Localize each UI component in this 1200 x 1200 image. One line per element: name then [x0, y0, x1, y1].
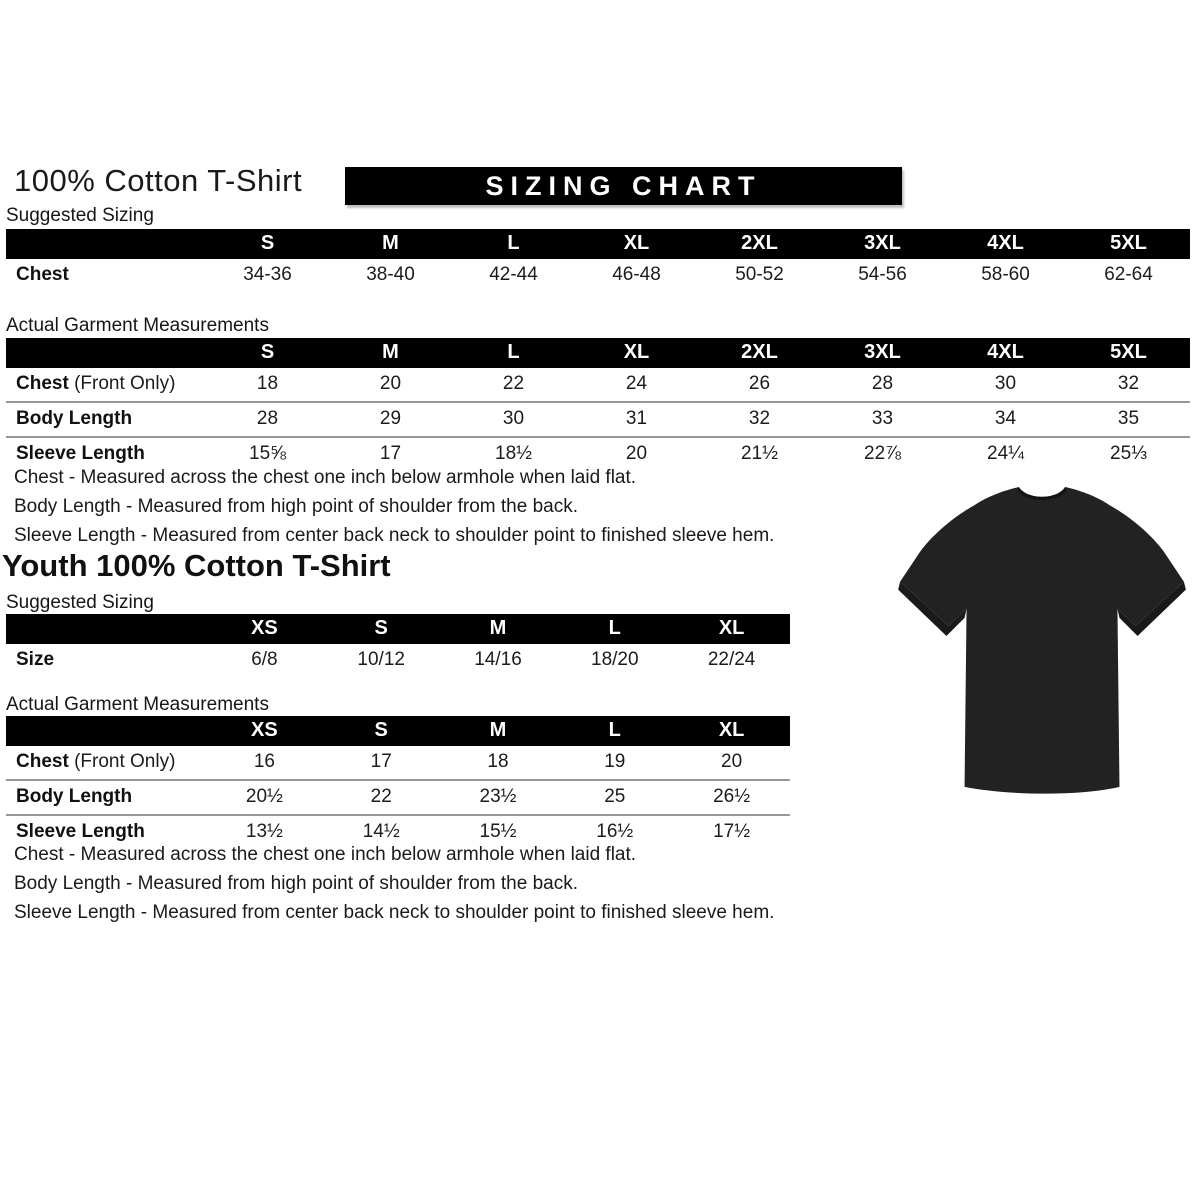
measurement-value: 26: [698, 368, 821, 402]
size-column-header: 2XL: [698, 229, 821, 259]
measurement-value: 25⅓: [1110, 443, 1147, 464]
measurement-value: 34: [944, 402, 1067, 437]
measurement-value: 25: [556, 780, 673, 815]
size-column-header: 4XL: [944, 338, 1067, 368]
measurement-value: 28: [206, 402, 329, 437]
size-column-header: 5XL: [1067, 229, 1190, 259]
size-column-header: XL: [673, 614, 790, 644]
measurement-value: 42-44: [489, 264, 538, 285]
measurement-value: 20: [329, 368, 452, 402]
adult-measurement-notes: [14, 463, 774, 550]
row-label: Sleeve Length: [16, 443, 145, 464]
measurement-value: 31: [575, 402, 698, 437]
size-column-header: XS: [206, 716, 323, 746]
note-sleeve-length: Sleeve Length - Measured from center back neck to shoulder point to finished sleeve hem.: [14, 525, 775, 546]
measurement-value: 16½: [596, 821, 634, 842]
measurement-value: 58-60: [981, 264, 1030, 285]
measurement-value: 18: [206, 368, 329, 402]
measurement-row: [6, 644, 790, 677]
size-column-header: S: [206, 338, 329, 368]
row-label: Size: [16, 649, 55, 670]
measurement-value: 62-64: [1104, 264, 1153, 285]
size-column-header: XL: [575, 229, 698, 259]
size-header-row: [6, 338, 1190, 368]
measurement-value: 20: [673, 746, 790, 780]
measurement-value: 14½: [362, 821, 400, 842]
measurement-value: 6/8: [251, 649, 278, 670]
measurement-value: 35: [1067, 402, 1190, 437]
note-body-length: Body Length - Measured from high point of shoulder from the back.: [14, 873, 578, 894]
size-column-header: XL: [673, 716, 790, 746]
measurement-value: 17½: [713, 821, 751, 842]
note-chest: Chest - Measured across the chest one inch below armhole when laid flat.: [14, 467, 637, 488]
size-column-header: 3XL: [821, 229, 944, 259]
measurement-value: 46-48: [612, 264, 661, 285]
measurement-value: 28: [821, 368, 944, 402]
header-spacer-cell: [6, 338, 206, 368]
measurement-row: [6, 259, 1190, 292]
measurement-value: 18½: [495, 443, 532, 464]
measurement-value: 33: [821, 402, 944, 437]
tshirt-body: [900, 487, 1184, 794]
adult-garment-measurements-table: [6, 338, 1190, 471]
measurement-value: 15⅝: [249, 443, 286, 464]
measurement-value: 24¼: [987, 443, 1024, 464]
youth-garment-measurements-label: Actual Garment Measurements: [6, 694, 269, 715]
youth-suggested-sizing-table: [6, 614, 790, 677]
measurement-value: 22⅞: [864, 443, 901, 464]
size-column-header: L: [452, 338, 575, 368]
size-column-header: L: [556, 716, 673, 746]
measurement-value: 32: [698, 402, 821, 437]
measurement-value: 17: [379, 443, 402, 464]
measurement-value: 15½: [479, 821, 517, 842]
measurement-value: 10/12: [357, 649, 405, 670]
row-label: Body Length: [6, 780, 206, 815]
measurement-row: [6, 746, 790, 780]
measurement-value: 19: [556, 746, 673, 780]
measurement-row: [6, 368, 1190, 402]
measurement-value: 13½: [245, 821, 283, 842]
row-label: Chest: [16, 264, 69, 285]
measurement-value: 23½: [440, 780, 557, 815]
measurement-value: 20: [625, 443, 648, 464]
size-column-header: S: [206, 229, 329, 259]
measurement-value: 30: [944, 368, 1067, 402]
size-column-header: XS: [206, 614, 323, 644]
measurement-value: 50-52: [735, 264, 784, 285]
youth-section-title: Youth 100% Cotton T-Shirt: [2, 548, 391, 583]
note-body-length: Body Length - Measured from high point of shoulder from the back.: [14, 496, 578, 517]
measurement-value: 30: [452, 402, 575, 437]
size-column-header: M: [329, 338, 452, 368]
row-label: Chest (Front Only): [6, 368, 206, 402]
measurement-value: 17: [323, 746, 440, 780]
size-column-header: M: [440, 716, 557, 746]
size-column-header: XL: [575, 338, 698, 368]
measurement-value: 32: [1067, 368, 1190, 402]
header-spacer-cell: [6, 614, 206, 644]
row-label: Body Length: [6, 402, 206, 437]
adult-suggested-sizing-table: [6, 229, 1190, 292]
measurement-value: 34-36: [243, 264, 292, 285]
measurement-value: 18: [440, 746, 557, 780]
size-column-header: S: [323, 614, 440, 644]
header-spacer-cell: [6, 716, 206, 746]
measurement-row: [6, 780, 790, 815]
measurement-value: 22/24: [707, 649, 756, 670]
size-column-header: 4XL: [944, 229, 1067, 259]
measurement-value: 14/16: [474, 649, 522, 670]
measurement-value: 26½: [673, 780, 790, 815]
page-title: 100% Cotton T-Shirt: [14, 163, 303, 198]
measurement-value: 38-40: [366, 264, 415, 285]
measurement-value: 22: [323, 780, 440, 815]
size-column-header: M: [329, 229, 452, 259]
size-column-header: L: [556, 614, 673, 644]
measurement-value: 24: [575, 368, 698, 402]
measurement-value: 54-56: [858, 264, 907, 285]
row-label: Chest (Front Only): [6, 746, 206, 780]
youth-measurement-notes: [14, 840, 774, 927]
sizing-chart-banner: SIZING CHART: [345, 167, 902, 205]
size-header-row: [6, 229, 1190, 259]
adult-garment-measurements-label: Actual Garment Measurements: [6, 315, 269, 336]
adult-suggested-sizing-label: Suggested Sizing: [6, 205, 154, 226]
size-column-header: 5XL: [1067, 338, 1190, 368]
black-tshirt-image: [890, 477, 1192, 809]
size-column-header: L: [452, 229, 575, 259]
note-chest: Chest - Measured across the chest one inch below armhole when laid flat.: [14, 844, 637, 865]
measurement-value: 21½: [741, 443, 778, 464]
youth-suggested-sizing-label: Suggested Sizing: [6, 592, 154, 613]
measurement-value: 20½: [206, 780, 323, 815]
row-label: Sleeve Length: [16, 821, 145, 842]
size-column-header: M: [440, 614, 557, 644]
size-header-row: [6, 614, 790, 644]
note-sleeve-length: Sleeve Length - Measured from center back neck to shoulder point to finished sleeve hem.: [14, 902, 775, 923]
youth-garment-measurements-table: [6, 716, 790, 849]
measurement-value: 29: [329, 402, 452, 437]
measurement-value: 16: [206, 746, 323, 780]
measurement-value: 18/20: [591, 649, 639, 670]
measurement-row: [6, 402, 1190, 437]
size-column-header: 3XL: [821, 338, 944, 368]
header-spacer-cell: [6, 229, 206, 259]
size-header-row: [6, 716, 790, 746]
size-column-header: 2XL: [698, 338, 821, 368]
measurement-value: 22: [452, 368, 575, 402]
size-column-header: S: [323, 716, 440, 746]
